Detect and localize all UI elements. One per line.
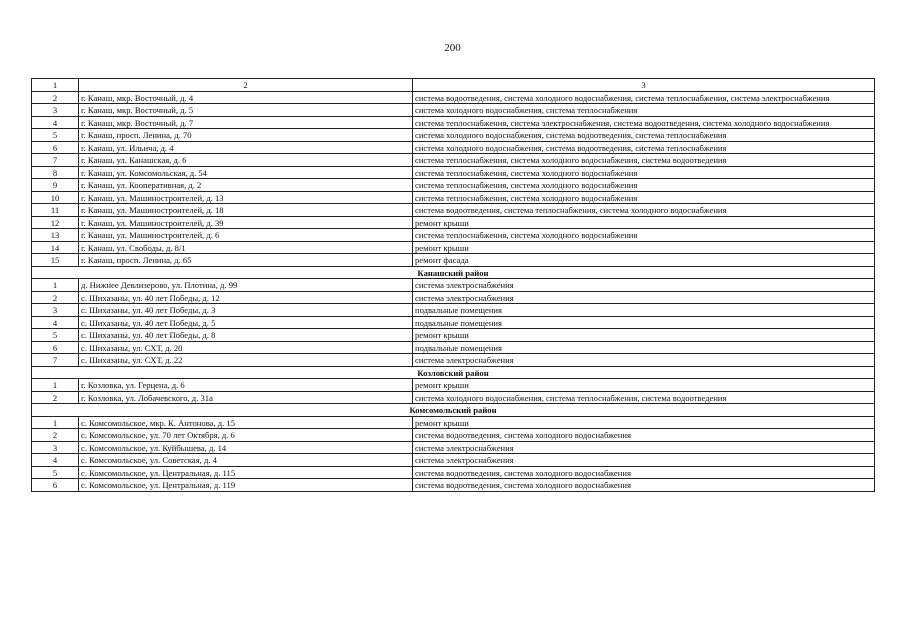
address-cell: г. Козловка, ул. Лобачевского, д. 31а (79, 391, 413, 404)
row-number: 10 (32, 191, 79, 204)
table-row (32, 104, 875, 117)
table-row (32, 379, 875, 392)
row-number: 8 (32, 166, 79, 179)
repair-work-cell: ремонт крыши (413, 416, 875, 429)
district-heading-row (32, 266, 875, 279)
repair-work-cell: система холодного водоснабжения, система теплоснабжения, система водоотведения (413, 391, 875, 404)
address-cell: г. Канаш, ул. Комсомольская, д. 54 (79, 166, 413, 179)
address-cell: с. Комсомольское, ул. Центральная, д. 119 (79, 479, 413, 492)
table-row (32, 166, 875, 179)
row-number: 12 (32, 216, 79, 229)
column-number-row (32, 79, 875, 92)
address-cell: с. Комсомольское, ул. Центральная, д. 115 (79, 466, 413, 479)
table-row (32, 229, 875, 242)
table-row (32, 354, 875, 367)
table-row (32, 154, 875, 167)
district-heading-row (32, 366, 875, 379)
address-cell: г. Козловка, ул. Герцена, д. 6 (79, 379, 413, 392)
address-cell: с. Шихазаны, ул. 40 лет Победы, д. 8 (79, 329, 413, 342)
repair-work-cell: система водоотведения, система холодного водоснабжения (413, 466, 875, 479)
table-row (32, 429, 875, 442)
district-heading: Козловский район (32, 366, 875, 379)
repair-work-cell: система холодного водоснабжения, система водоотведения, система теплоснабжения (413, 129, 875, 142)
column-number-1: 1 (32, 79, 79, 92)
table-row (32, 254, 875, 267)
row-number: 14 (32, 241, 79, 254)
row-number: 11 (32, 204, 79, 217)
repair-work-cell: подвальные помещения (413, 304, 875, 317)
address-cell: с. Комсомольское, ул. Советская, д. 4 (79, 454, 413, 467)
address-cell: г. Канаш, просп. Ленина, д. 70 (79, 129, 413, 142)
table-row (32, 316, 875, 329)
table-row (32, 291, 875, 304)
table-row (32, 391, 875, 404)
address-cell: г. Канаш, ул. Машиностроителей, д. 13 (79, 191, 413, 204)
repair-work-cell: система теплоснабжения, система холодного водоснабжения (413, 229, 875, 242)
row-number: 2 (32, 91, 79, 104)
repair-work-cell: ремонт фасада (413, 254, 875, 267)
table-row (32, 216, 875, 229)
address-cell: г. Канаш, ул. Машиностроителей, д. 6 (79, 229, 413, 242)
table-row (32, 204, 875, 217)
row-number: 4 (32, 316, 79, 329)
table-row (32, 479, 875, 492)
address-cell: г. Канаш, ул. Машиностроителей, д. 39 (79, 216, 413, 229)
address-cell: г. Канаш, ул. Свободы, д. 8/1 (79, 241, 413, 254)
page-number: 200 (444, 42, 461, 54)
repair-work-cell: ремонт крыши (413, 379, 875, 392)
row-number: 5 (32, 329, 79, 342)
row-number: 6 (32, 341, 79, 354)
repair-work-cell: система теплоснабжения, система холодного водоснабжения (413, 191, 875, 204)
repair-registry-table (31, 78, 875, 492)
row-number: 4 (32, 116, 79, 129)
row-number: 1 (32, 279, 79, 292)
address-cell: г. Канаш, мкр. Восточный, д. 7 (79, 116, 413, 129)
table-row (32, 129, 875, 142)
repair-work-cell: система электроснабжения (413, 354, 875, 367)
row-number: 2 (32, 391, 79, 404)
address-cell: г. Канаш, просп. Ленина, д. 65 (79, 254, 413, 267)
row-number: 3 (32, 441, 79, 454)
repair-work-cell: подвальные помещения (413, 316, 875, 329)
column-number-2: 2 (79, 79, 413, 92)
repair-work-cell: ремонт крыши (413, 216, 875, 229)
row-number: 13 (32, 229, 79, 242)
repair-work-cell: система холодного водоснабжения, система теплоснабжения (413, 104, 875, 117)
address-cell: д. Нижнее Девлизерово, ул. Плотина, д. 99 (79, 279, 413, 292)
table-row (32, 116, 875, 129)
repair-work-cell: система теплоснабжения, система холодного водоснабжения, система водоотведения (413, 154, 875, 167)
address-cell: г. Канаш, ул. Ильича, д. 4 (79, 141, 413, 154)
row-number: 15 (32, 254, 79, 267)
row-number: 2 (32, 429, 79, 442)
district-heading: Канашский район (32, 266, 875, 279)
table-row (32, 454, 875, 467)
row-number: 6 (32, 479, 79, 492)
row-number: 9 (32, 179, 79, 192)
repair-work-cell: система теплоснабжения, система холодного водоснабжения (413, 179, 875, 192)
address-cell: с. Комсомольское, мкр. К. Антонова, д. 15 (79, 416, 413, 429)
repair-work-cell: система электроснабжения (413, 441, 875, 454)
address-cell: г. Канаш, ул. Канашская, д. 6 (79, 154, 413, 167)
repair-work-cell: система теплоснабжения, система электроснабжения, система водоотведения, система холодного водоснабжения (413, 116, 875, 129)
repair-work-cell: ремонт крыши (413, 241, 875, 254)
row-number: 4 (32, 454, 79, 467)
district-heading: Комсомольский район (32, 404, 875, 417)
address-cell: с. Шихазаны, ул. 40 лет Победы, д. 5 (79, 316, 413, 329)
table-row (32, 279, 875, 292)
row-number: 7 (32, 154, 79, 167)
address-cell: г. Канаш, ул. Кооперативная, д. 2 (79, 179, 413, 192)
address-cell: с. Шихазаны, ул. СХТ, д. 20 (79, 341, 413, 354)
table-row (32, 441, 875, 454)
district-heading-row (32, 404, 875, 417)
row-number: 2 (32, 291, 79, 304)
repair-work-cell: система теплоснабжения, система холодного водоснабжения (413, 166, 875, 179)
table-row (32, 141, 875, 154)
address-cell: с. Комсомольское, ул. Куйбышева, д. 14 (79, 441, 413, 454)
address-cell: с. Шихазаны, ул. СХТ, д. 22 (79, 354, 413, 367)
column-number-3: 3 (413, 79, 875, 92)
row-number: 5 (32, 129, 79, 142)
row-number: 3 (32, 304, 79, 317)
address-cell: г. Канаш, мкр. Восточный, д. 4 (79, 91, 413, 104)
table-row (32, 329, 875, 342)
repair-work-cell: система холодного водоснабжения, система водоотведения, система теплоснабжения (413, 141, 875, 154)
table-row (32, 304, 875, 317)
repair-work-cell: система электроснабжения (413, 279, 875, 292)
table-row (32, 179, 875, 192)
repair-work-cell: система водоотведения, система холодного водоснабжения (413, 429, 875, 442)
repair-work-cell: система электроснабжения (413, 454, 875, 467)
address-cell: г. Канаш, мкр. Восточный, д. 5 (79, 104, 413, 117)
address-cell: с. Шихазаны, ул. 40 лет Победы, д. 12 (79, 291, 413, 304)
row-number: 3 (32, 104, 79, 117)
repair-work-cell: система электроснабжения (413, 291, 875, 304)
repair-work-cell: система водоотведения, система теплоснабжения, система холодного водоснабжения (413, 204, 875, 217)
row-number: 7 (32, 354, 79, 367)
repair-work-cell: ремонт крыши (413, 329, 875, 342)
row-number: 1 (32, 416, 79, 429)
address-cell: с. Шихазаны, ул. 40 лет Победы, д. 3 (79, 304, 413, 317)
address-cell: с. Комсомольское, ул. 70 лет Октября, д. 6 (79, 429, 413, 442)
table-row (32, 341, 875, 354)
repair-work-cell: подвальные помещения (413, 341, 875, 354)
row-number: 5 (32, 466, 79, 479)
table-row (32, 191, 875, 204)
table-row (32, 241, 875, 254)
table-row (32, 416, 875, 429)
repair-work-cell: система водоотведения, система холодного водоснабжения, система теплоснабжения, система электроснабжения (413, 91, 875, 104)
address-cell: г. Канаш, ул. Машиностроителей, д. 18 (79, 204, 413, 217)
registry-body (32, 79, 875, 492)
row-number: 6 (32, 141, 79, 154)
table-row (32, 466, 875, 479)
row-number: 1 (32, 379, 79, 392)
table-row (32, 91, 875, 104)
repair-work-cell: система водоотведения, система холодного водоснабжения (413, 479, 875, 492)
